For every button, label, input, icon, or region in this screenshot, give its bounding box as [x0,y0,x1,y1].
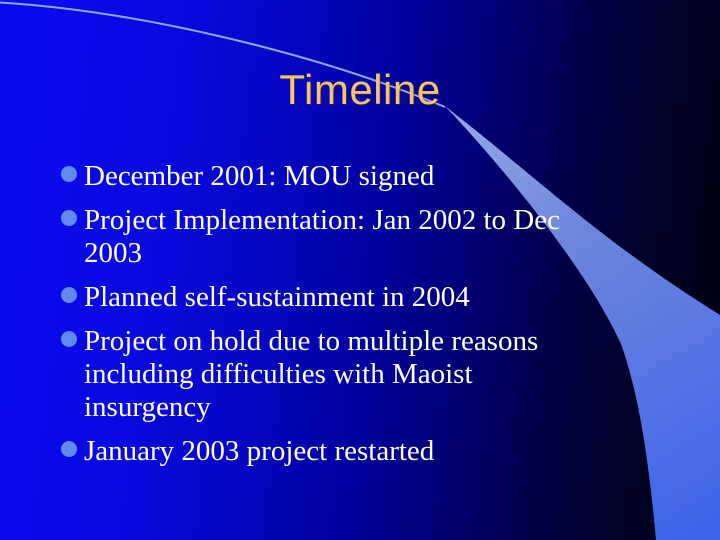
bullet-line: December 2001: MOU signed [84,160,435,192]
bullet-line: Project on hold due to multiple reasons [84,325,539,357]
bullet-dot-icon [61,287,77,303]
bullet-item [61,204,661,270]
bullet-dot-icon [61,210,77,226]
bullet-line: Project Implementation: Jan 2002 to Dec [84,204,560,236]
bullet-line: insurgency [84,391,211,423]
bullet-dot-icon [61,331,77,347]
bullet-item [61,281,661,314]
bullet-line: 2003 [84,237,142,269]
bullet-dot-icon [61,166,77,182]
bullet-line: including difficulties with Maoist [84,358,473,390]
bullet-line: January 2003 project restarted [84,435,435,467]
bullet-item [61,325,661,424]
bullet-item [61,435,661,468]
bullet-dot-icon [61,441,77,457]
bullet-line: Planned self-sustainment in 2004 [84,281,470,313]
bullet-list [61,160,661,468]
bullet-item [61,160,661,193]
slide-title: Timeline [279,66,441,113]
